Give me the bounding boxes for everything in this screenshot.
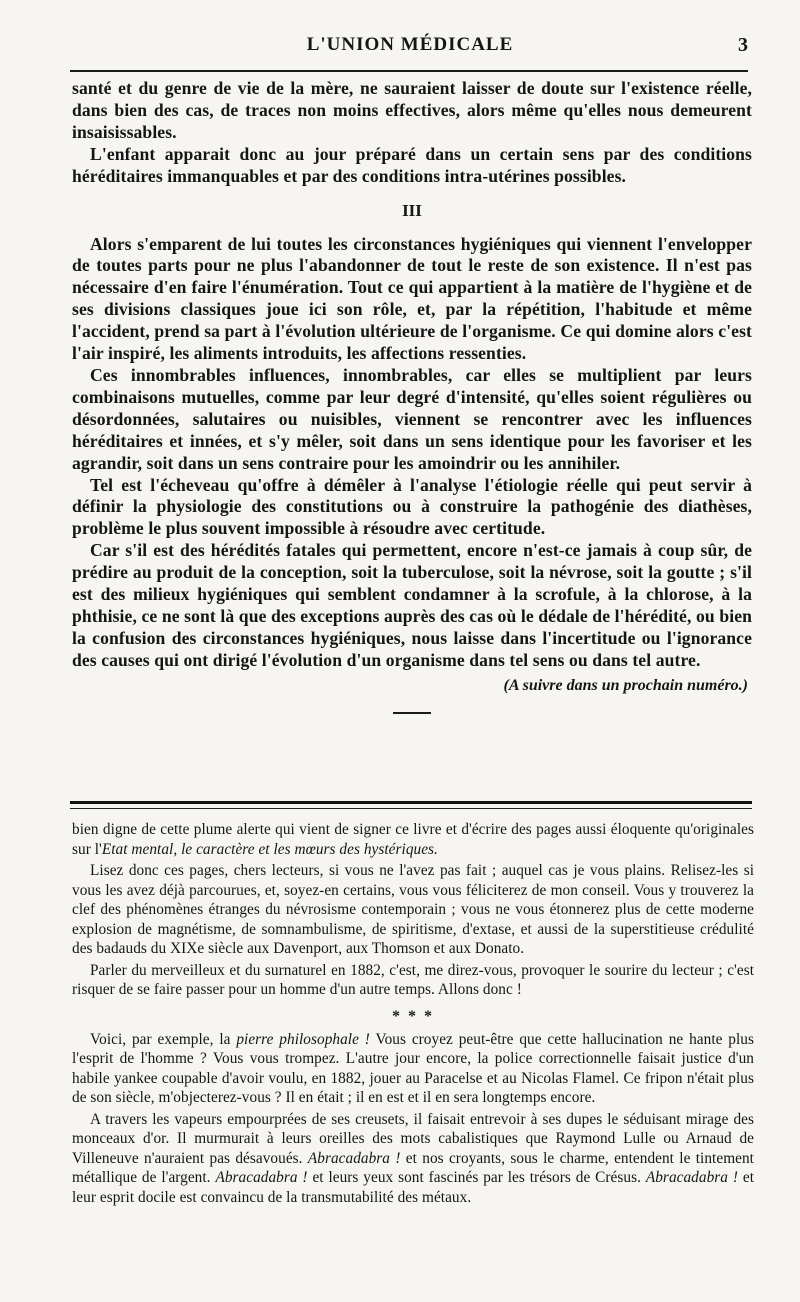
article-paragraph: L'enfant apparait donc au jour préparé dans un certain sens par des conditions héréditaires immanquables et par des conditions intra-utérines possibles. <box>72 143 752 186</box>
feuilleton-text: Voici, par exemple, la <box>90 1030 237 1048</box>
article-paragraph: Car s'il est des hérédités fatales qui permettent, encore n'est-ce jamais à coup sûr, de prédire au produit de la conception, soit la tuberculose, soit la névrose, soit la goutte ; s'il est des milieux hygiéniques qui semblent condamner à la scrofule, à la chlorose, à la phthisie, ce ne sont là que des exceptions auprès des cas où le dédale de l'hérédité, ou bien la confusion des circonstances hygiéniques, nous laisse dans l'incertitude ou l'ignorance des causes qui ont dirigé l'évolution d'un organisme dans tel sens ou dans tel autre. <box>72 540 752 670</box>
section-heading: III <box>402 200 422 220</box>
page-number: 3 <box>738 34 748 56</box>
feuilleton-text: A travers les vapeurs empourprées de ses creusets, il faisait entrevoir à ses dupes le séduisant mirage des monceaux d'or. Il murmurait à leurs oreilles des mots cabalistiques que Raymond Lulle ou Arnaud de Villeneuve n'auraient pas désavoués. <box>72 1110 754 1167</box>
asterism: * * * <box>392 1007 434 1025</box>
emphasis-text: Abracadabra ! <box>645 1169 738 1186</box>
emphasis-text: pierre philosophale ! <box>236 1030 370 1048</box>
article-paragraph: santé et du genre de vie de la mère, ne sauraient laisser de doute sur l'existence réelle, dans bien des cas, de traces non moins effectives, alors même qu'elles nous demeurent insaisissables. <box>72 78 752 142</box>
running-title: L'UNION MÉDICALE <box>306 34 514 55</box>
feuilleton-text: et nos croyants, sous le charme, entendent le tintement métallique de l'argent. <box>72 1149 754 1186</box>
end-rule <box>393 712 431 714</box>
article-paragraph: Alors s'emparent de lui toutes les circonstances hygiéniques qui viennent l'envelopper de toutes parts pour ne plus l'abandonner de tout le reste de son existence. Il n'est pas nécessaire d'en faire l'énumération. Tout ce qui appartient à la matière de l'hygiène et de ses divisions classiques joue ici son rôle, et, par la répétition, l'habitude et même l'accident, prend sa part à l'évolution ultérieure de l'organisme. Ce qui domine alors c'est l'air inspiré, les aliments introduits, les affections ressenties. <box>72 233 752 364</box>
main-article <box>72 78 752 714</box>
feuilleton-text: et leur esprit docile est convaincu de la transmutabilité des métaux. <box>72 1169 754 1206</box>
feuilleton-paragraph: Parler du merveilleux et du surnaturel en 1882, c'est, me direz-vous, provoquer le sourire du lecteur ; c'est risquer de se faire passer pour un homme d'un autre temps. Allons donc ! <box>72 961 754 998</box>
feuilleton-divider <box>70 801 752 804</box>
feuilleton-paragraph <box>72 820 754 859</box>
emphasis-text: Abracadabra ! <box>215 1169 308 1186</box>
feuilleton-section <box>72 820 754 1207</box>
page-header <box>72 34 748 62</box>
feuilleton-text: bien digne de cette plume alerte qui vient de signer ce livre et d'écrire des pages aussi éloquente qu'originales sur l' <box>72 821 754 858</box>
header-rule <box>70 70 748 72</box>
book-title: Etat mental, le caractère et les mœurs des hystériques. <box>101 840 438 858</box>
continuation-note: (A suivre dans un prochain numéro.) <box>503 676 748 694</box>
emphasis-text: Abracadabra ! <box>307 1149 401 1167</box>
article-paragraph: Tel est l'écheveau qu'offre à démêler à l'analyse l'étiologie réelle qui peut servir à définir la physiologie des constitutions ou à construire la pathogénie des diathèses, problème le plus souvent impossible à résoudre avec certitude. <box>72 474 752 539</box>
article-paragraph: Ces innombrables influences, innombrables, car elles se multiplient par leurs combinaisons mutuelles, comme par leur degré d'intensité, qu'elles soient régulières ou désordonnées, salutaires ou nuisibles, viennent se rencontrer avec les influences héréditaires et innées, et s'y mêler, soit dans un sens identique pour les favoriser et les agrandir, soit dans un sens contraire pour les amoindrir ou les annihiler. <box>72 364 752 473</box>
feuilleton-paragraph <box>72 1030 754 1108</box>
feuilleton-paragraph: Lisez donc ces pages, chers lecteurs, si vous ne l'avez pas fait ; auquel cas je vous plains. Relisez-les si vous les avez déjà parcourues, et, soyez-en certains, vous vous féliciterez de mon conseil. Vous y trouverez la clef des phénomènes étranges du névrosisme contemporain ; vous ne vous étonnerez plus de cette moderne explosion de magnétisme, de somnambulisme, de spiritisme, d'extase, et aussi de la superstitieuse crédulité des badauds du XIXe siècle aux Davenport, aux Thomson et aux Donato. <box>72 862 754 957</box>
feuilleton-text: et leurs yeux sont fascinés par les trésors de Crésus. <box>307 1169 646 1186</box>
feuilleton-text: Vous croyez peut-être que cette hallucination ne hante plus l'esprit de l'homme ? Vous vous trompez. L'autre jour encore, la police correctionnelle faisait justice d'un habile yankee coupable d'avoir voulu, en 1882, jouer au Paracelse et au Nicolas Flamel. Ce fripon n'était plus de son siècle, m'objecterez-vous ? Il en était ; il en est et il en sera longtemps encore. <box>72 1030 754 1106</box>
feuilleton-paragraph <box>72 1110 754 1208</box>
feuilleton-divider-thin <box>70 808 752 809</box>
